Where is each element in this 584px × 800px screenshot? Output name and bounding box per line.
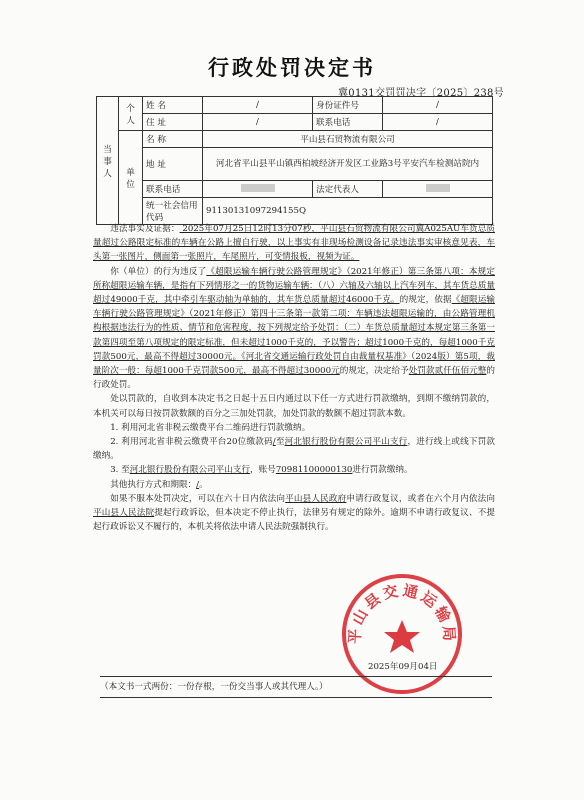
review-authority: 平山县人民政府	[285, 493, 347, 504]
facts-label: 违法事实及证据：	[110, 224, 180, 234]
m2-bank: 河北银行股份有限公司平山支行	[284, 437, 408, 448]
document-number: 冀0131交罚罚决字〔2025〕238号	[338, 88, 504, 99]
unit-phone-label: 联系电话	[143, 181, 203, 198]
document-body	[93, 222, 495, 534]
unit-phone-redacted	[203, 181, 313, 198]
m3-tail: 进行罚款缴纳。	[352, 465, 413, 476]
m2-code: /	[272, 437, 276, 448]
payment-method-3	[93, 463, 495, 477]
legal-rep-label: 法定代表人	[313, 181, 383, 198]
m2-connector: 至	[275, 437, 285, 448]
unit-label: 单位	[119, 131, 143, 225]
name-label: 姓 名	[143, 97, 203, 114]
appeal-tail: 提起行政诉讼，但本决定不停止执行，法律另有规定的除外。逾期不申请行政复议、不提起行政诉讼又不履行的，本机关将依法申请人民法院强制执行。	[93, 508, 495, 533]
phone-value: /	[383, 114, 493, 131]
phone-label: 联系电话	[313, 114, 383, 131]
penalty-amount: 处罚款贰仟伍佰元整	[408, 366, 487, 377]
individual-label: 个人	[119, 97, 143, 131]
m3-connector: ，账号	[250, 465, 276, 476]
appeal-intro: 如果不服本处罚决定，可以在六十日内依法向	[110, 493, 286, 504]
document-title: 行政处罚决定书	[208, 55, 376, 80]
m2-tail: ，进行线上或线下罚款缴纳。	[93, 437, 495, 462]
other-tail: 。	[199, 479, 208, 490]
unit-name-label: 名 称	[143, 131, 203, 148]
legal-rep-redacted	[383, 181, 493, 198]
legal-basis	[93, 265, 495, 393]
payment-method-1: 1. 利用河北省非税云缴费平台二维码进行罚款缴纳。	[110, 422, 311, 433]
unit-address-label: 地 址	[143, 148, 203, 181]
m3-account: 70981100000130	[275, 465, 353, 476]
m3-intro: 3. 至	[110, 465, 130, 476]
issue-date: 2025年09月04日	[368, 662, 438, 672]
credit-code-label: 统一社会信用代码	[143, 198, 203, 225]
id-value: /	[383, 97, 493, 114]
party-info-table	[96, 96, 493, 225]
m3-bank: 河北银行股份有限公司平山支行	[129, 465, 251, 476]
other-label: 其他执行方式和期限：	[110, 479, 197, 490]
payment-instructions: 处以罚款的，自收到本决定书之日起十五日内通过以下任一方式进行罚款缴纳，到期不缴纳罚款的，本机关可以每日按罚款数额的百分之三加处罚款，加处罚款的数额不超过罚款本数。	[93, 394, 495, 419]
party-label: 当事人	[97, 97, 119, 225]
penalty-regulation: 《超限运输车辆行驶公路管理规定》（2021年修正）第四十三条第一款第二项：车辆违法超限运输的，由公路管理机构根据违法行为的性质、情节和危害程度，按下列规定给予处罚：（二）车货总质量超过本规定第三条第一款第四项至第八项规定的限定标准，但未超过1000千克的，予以警告；超过1000千克的，每超1000千克罚款500元，最高不得超过30000元。《河北省交通运输行政处罚自由裁量权基准》（2024版）第5项，裁量阶次一般：每超1000千克罚款500元，最高不得超过30000元	[93, 295, 495, 377]
basis-connector: 的规定，依据	[399, 295, 452, 306]
facts-text: 2025年07月25日12时13分07秒，平山县石贸物流有限公司冀A025AU车货总质量超过公路限定标准的车辆在公路上擅自行驶，以上事实有非现场检测设备记录违法事实审核意见表，车头第一张图片，侧面第一张照片，车尾照片，可变情报板，视频为证。	[93, 224, 495, 263]
unit-address-value: 河北省平山县平山镇西柏坡经济开发区工业路3号平安汽车检测站院内	[203, 148, 493, 181]
other-value: /	[196, 479, 200, 490]
appeal-notice	[93, 492, 495, 535]
address-label: 住 址	[143, 114, 203, 131]
court-name: 平山县人民法院	[93, 508, 155, 519]
unit-name-value: 平山县石贸物流有限公司	[203, 131, 493, 148]
id-label: 身份证件号	[313, 97, 383, 114]
other-execution	[93, 478, 495, 492]
violated-regulation: 《超限运输车辆行驶公路管理规定》（2021年修正）第三条第八项：本规定所称超限运输车辆，是指有下列情形之一的货物运输车辆：（八）六轴及六轴以上汽车列车，其车货总质量超过49000千克，其中牵引车驱动轴为单轴的，其车货总质量超过46000千克。	[93, 266, 495, 306]
appeal-mid: 申请行政复议，或者在六个月内依法向	[346, 493, 495, 504]
credit-code-value: 91130131097294155Q	[203, 198, 493, 225]
payment-method-2	[93, 435, 495, 463]
footer-note: （本文书一式两份：一份存根，一份交当事人或其代理人。）	[100, 676, 492, 698]
svg-text:平山县交通运输局: 平山县交通运输局	[345, 581, 459, 645]
violation-facts	[93, 222, 495, 265]
decision-connector: 的规定，决定给予	[339, 366, 409, 377]
basis-intro: 你（单位）的行为违反了	[110, 266, 207, 277]
name-value: /	[203, 97, 313, 114]
decision-tail: 的行政处罚。	[93, 366, 495, 391]
m2-intro: 2. 利用河北省非税云缴费平台20位缴款码	[110, 437, 273, 448]
address-value: /	[203, 114, 313, 131]
